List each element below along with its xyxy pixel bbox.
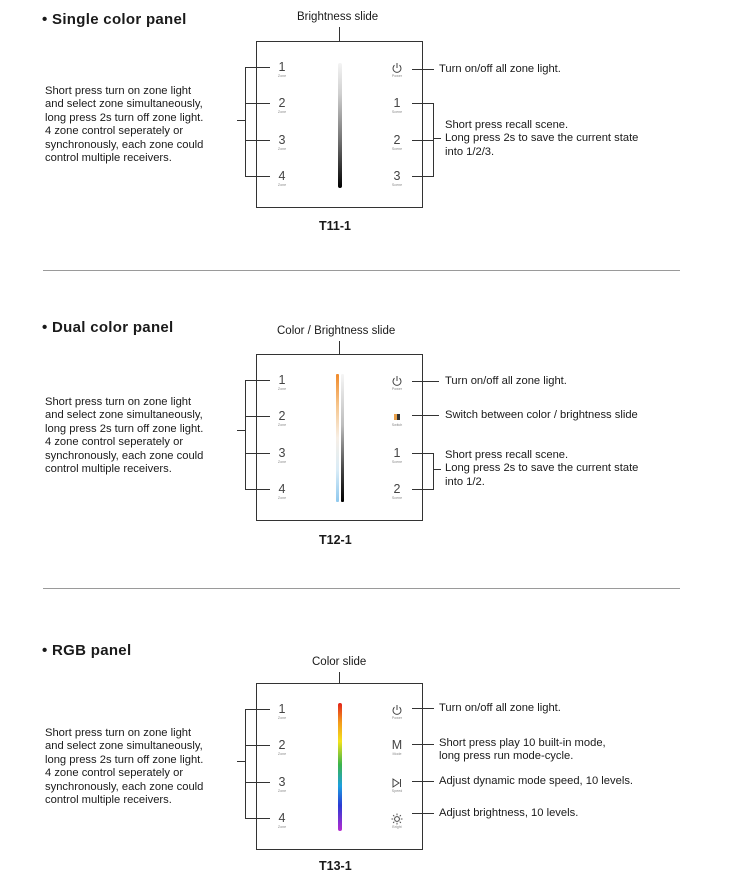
bright-description: Adjust brightness, 10 levels. — [439, 807, 579, 819]
left-description: Short press turn on zone light and select zone simultaneously, long press 2s turn off zone light. 4 zone control seperately or synchronously, each zone could control multiple receivers. — [45, 727, 204, 807]
color-slider[interactable] — [338, 703, 342, 831]
left-bracket-line — [245, 380, 246, 490]
zone-4-button[interactable]: 4 Zone — [277, 482, 287, 500]
section-divider — [43, 588, 680, 589]
scene-1-button[interactable]: 1 Scene — [391, 446, 403, 464]
zone-3-button[interactable]: 3 Zone — [277, 446, 287, 464]
left-bracket-line — [245, 67, 246, 177]
power-icon — [377, 374, 417, 387]
brightness-slider[interactable] — [338, 63, 342, 188]
bracket-pointer — [433, 138, 441, 139]
power-icon — [377, 61, 417, 74]
left-description: Short press turn on zone light and select zone simultaneously, long press 2s turn off zone light. 4 zone control seperately or synchronously, each zone could control multiple receivers. — [45, 396, 204, 476]
bracket-tick — [245, 67, 270, 68]
power-connector — [412, 69, 434, 70]
speed-icon — [377, 776, 417, 789]
model-label: T11-1 — [319, 219, 351, 233]
panel-t11 — [256, 41, 423, 208]
bracket-tick — [245, 818, 270, 819]
switch-connector — [412, 415, 439, 416]
mode-connector — [412, 744, 434, 745]
switch-description: Switch between color / brightness slide — [445, 409, 638, 421]
left-description: Short press turn on zone light and select zone simultaneously, long press 2s turn off zone light. 4 zone control seperately or synchronously, each zone could control multiple receivers. — [45, 85, 204, 165]
bracket-tick — [245, 103, 270, 104]
panel-t13 — [256, 683, 423, 850]
bracket-tick — [245, 140, 270, 141]
mode-description: Short press play 10 built-in mode, long press run mode-cycle. — [439, 737, 606, 763]
zone-1-button[interactable]: 1 Zone — [277, 702, 287, 720]
slide-label: Brightness slide — [297, 11, 379, 23]
scene-description: Short press recall scene. Long press 2s to save the current state into 1/2/3. — [445, 119, 639, 158]
bracket-tick — [412, 140, 434, 141]
power-description: Turn on/off all zone light. — [445, 375, 567, 387]
bracket-tick — [245, 745, 270, 746]
speed-connector — [412, 781, 434, 782]
power-description: Turn on/off all zone light. — [439, 63, 561, 75]
power-icon — [377, 703, 417, 716]
section-divider — [43, 270, 680, 271]
right-bracket-line — [433, 453, 434, 489]
power-connector — [412, 708, 434, 709]
bracket-tick — [412, 176, 434, 177]
bracket-pointer — [237, 430, 246, 431]
scene-2-button[interactable]: 2 Scene — [391, 482, 403, 500]
bracket-tick — [412, 453, 434, 454]
bracket-pointer — [237, 120, 246, 121]
switch-icon — [377, 410, 417, 423]
zone-3-button[interactable]: 3 Zone — [277, 775, 287, 793]
power-connector — [412, 381, 439, 382]
zone-4-button[interactable]: 4 Zone — [277, 169, 287, 187]
scene-2-button[interactable]: 2 Scene — [391, 133, 403, 151]
bright-connector — [412, 813, 434, 814]
power-button[interactable]: Power — [377, 374, 417, 391]
speed-button[interactable]: Speed — [377, 776, 417, 793]
zone-1-button[interactable]: 1 Zone — [277, 60, 287, 78]
panel-t12 — [256, 354, 423, 521]
zone-2-button[interactable]: 2 Zone — [277, 96, 287, 114]
bracket-pointer — [433, 469, 441, 470]
model-label: T12-1 — [319, 533, 352, 547]
speed-description: Adjust dynamic mode speed, 10 levels. — [439, 775, 634, 787]
switch-button[interactable]: Switch — [377, 410, 417, 427]
slide-label: Color slide — [312, 656, 367, 668]
slide-label: Color / Brightness slide — [277, 325, 396, 337]
model-label: T13-1 — [319, 859, 352, 873]
zone-1-button[interactable]: 1 Zone — [277, 373, 287, 391]
bracket-tick — [245, 489, 270, 490]
bracket-pointer — [237, 761, 246, 762]
brightness-button[interactable]: Bright — [377, 812, 417, 829]
bracket-tick — [245, 416, 270, 417]
section-title-text: Dual color panel — [52, 319, 174, 336]
power-button[interactable]: Power — [377, 61, 417, 78]
bracket-tick — [412, 103, 434, 104]
section-title: • Dual color panel — [42, 319, 174, 336]
zone-4-button[interactable]: 4 Zone — [277, 811, 287, 829]
brightness-icon — [377, 812, 417, 825]
section-title-text: RGB panel — [52, 642, 132, 659]
left-bracket-line — [245, 709, 246, 819]
brightness-slider[interactable] — [341, 374, 344, 502]
scene-3-button[interactable]: 3 Scene — [391, 169, 403, 187]
power-description: Turn on/off all zone light. — [439, 702, 561, 714]
zone-2-button[interactable]: 2 Zone — [277, 738, 287, 756]
section-title: • Single color panel — [42, 11, 187, 28]
scene-1-button[interactable]: 1 Scene — [391, 96, 403, 114]
bracket-tick — [245, 380, 270, 381]
power-button[interactable]: Power — [377, 703, 417, 720]
bracket-tick — [245, 176, 270, 177]
section-title: • RGB panel — [42, 642, 132, 659]
bracket-tick — [412, 489, 434, 490]
mode-button[interactable]: M Mode — [391, 738, 403, 756]
bracket-tick — [245, 782, 270, 783]
zone-3-button[interactable]: 3 Zone — [277, 133, 287, 151]
section-title-text: Single color panel — [52, 11, 187, 28]
bracket-tick — [245, 709, 270, 710]
scene-description: Short press recall scene. Long press 2s to save the current state into 1/2. — [445, 449, 639, 488]
zone-2-button[interactable]: 2 Zone — [277, 409, 287, 427]
bracket-tick — [245, 453, 270, 454]
color-slider[interactable] — [336, 374, 339, 502]
